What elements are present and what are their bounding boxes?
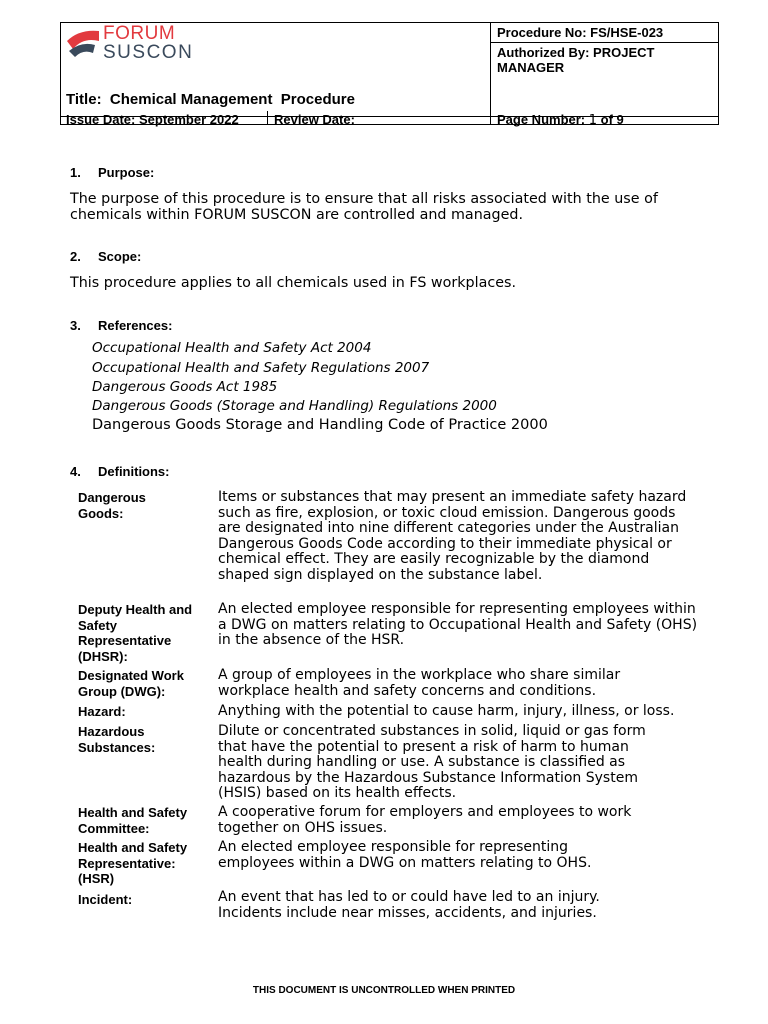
- definition-text: Dilute or concentrated substances in solid, liquid or gas form that have the potential to present a risk of harm to human health during handling or use. A substance is classified as hazardous by the Hazardous Substance Information System (HSIS) based on its health effects.: [218, 723, 646, 802]
- references-heading: 3. References:: [70, 318, 173, 333]
- definition-text: Items or substances that may present an immediate safety hazard such as fire, explosion, or toxic cloud emission. Dangerous goods are designated into nine different categories under the Australian Dangerous Goods Code according to their immediate physical or chemical effect. They are easily recognizable by the diamond shaped sign displayed on the substance label.: [218, 489, 687, 583]
- scope-heading: 2. Scope:: [70, 249, 142, 264]
- definition-term: Dangerous Goods:: [78, 490, 146, 521]
- definitions-heading: 4. Definitions:: [70, 464, 170, 479]
- definition-text: An elected employee responsible for representing employees within a DWG on matters relating to OHS.: [218, 839, 592, 871]
- definition-text: An event that has led to or could have led to an injury. Incidents include near misses, accidents, and injuries.: [218, 889, 600, 921]
- reference-item: Occupational Health and Safety Regulations 2007: [92, 360, 430, 376]
- title-prefix: Title:: [66, 91, 102, 108]
- definition-text: A cooperative forum for employers and employees to work together on OHS issues.: [218, 804, 632, 836]
- page-title: [66, 92, 355, 107]
- document-header: [60, 22, 719, 128]
- definition-term: Hazardous Substances:: [78, 724, 156, 755]
- definition-text: A group of employees in the workplace who share similar workplace health and safety concerns and conditions.: [218, 667, 621, 699]
- procedure-no: Procedure No: FS/HSE-023: [497, 25, 664, 40]
- definition-term: Health and Safety Committee:: [78, 805, 188, 836]
- logo-forum-text: FORUM: [103, 23, 176, 44]
- reference-item: Dangerous Goods Storage and Handling Code of Practice 2000: [92, 417, 548, 433]
- authorized-by: Authorized By: PROJECT MANAGER: [497, 45, 655, 75]
- scope-text: This procedure applies to all chemicals used in FS workplaces.: [70, 275, 516, 291]
- page-number-label: Page Number:: [497, 112, 586, 127]
- purpose-text: The purpose of this procedure is to ensure that all risks associated with the use of chemicals within FORUM SUSCON are controlled and managed.: [70, 191, 658, 223]
- reference-item: Dangerous Goods Act 1985: [92, 379, 278, 395]
- footer-notice: THIS DOCUMENT IS UNCONTROLLED WHEN PRINTED: [252, 985, 516, 996]
- definition-term: Health and Safety Representative: (HSR): [78, 840, 188, 886]
- forum-suscon-logo: [63, 23, 194, 65]
- reference-item: Dangerous Goods (Storage and Handling) Regulations 2000: [92, 398, 497, 414]
- definition-text: Anything with the potential to cause harm, injury, illness, or loss.: [218, 703, 675, 719]
- purpose-heading: 1. Purpose:: [70, 165, 155, 180]
- page-number: [497, 112, 624, 128]
- logo-suscon-text: SUSCON: [103, 42, 194, 63]
- definition-term: Deputy Health and Safety Representative (DHSR):: [78, 602, 193, 664]
- definition-term: Designated Work Group (DWG):: [78, 668, 184, 699]
- reference-item: Occupational Health and Safety Act 2004: [92, 340, 372, 356]
- definition-term: Incident:: [78, 892, 133, 907]
- issue-date: Issue Date: September 2022: [66, 112, 239, 127]
- page-number-value: 1: [588, 113, 598, 128]
- definition-term: Hazard:: [78, 704, 126, 719]
- page-number-of: of 9: [600, 112, 624, 127]
- review-date: Review Date:: [274, 112, 355, 127]
- title-text: Chemical Management Procedure: [109, 91, 355, 108]
- definition-text: An elected employee responsible for representing employees within a DWG on matters relating to Occupational Health and Safety (OHS) in the absence of the HSR.: [218, 601, 698, 649]
